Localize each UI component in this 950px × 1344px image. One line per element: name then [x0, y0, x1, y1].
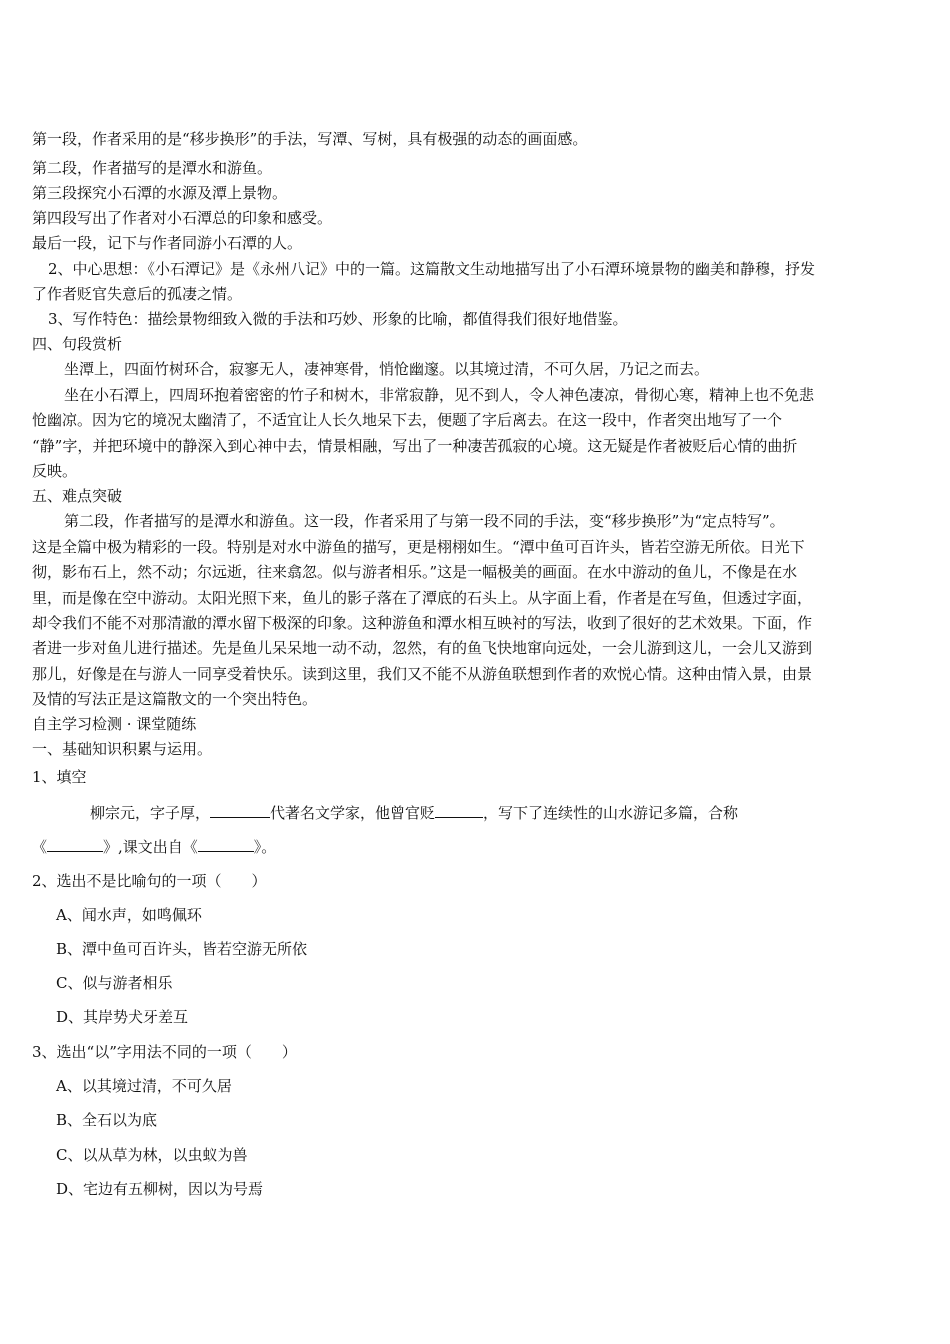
q1-label: 1、填空: [32, 768, 87, 786]
part5-line6: 者进一步对鱼儿进行描述。先是鱼儿呆呆地一动不动，忽然，有的鱼飞快地窜向远处，一会儿游到这儿，一会儿又游到: [32, 639, 813, 657]
q2-option-d[interactable]: D、其岸势犬牙差互: [56, 1008, 189, 1026]
q2-option-a[interactable]: A、闻水声，如鸣佩环: [56, 906, 202, 924]
q2-option-c[interactable]: C、似与游者相乐: [56, 974, 173, 992]
part4-heading: 四、句段赏析: [32, 335, 123, 353]
part4-quote: 坐潭上，四面竹树环合，寂寥无人，凄神寒骨，悄怆幽邃。以其境过清，不可久居，乃记之而去。: [64, 360, 710, 378]
q3-option-a[interactable]: A、以其境过清，不可久居: [56, 1077, 232, 1095]
q1-blank-collection[interactable]: [47, 837, 103, 852]
analysis-para3: 第三段探究小石潭的水源及潭上景物。: [32, 184, 288, 202]
writing-feature: 3、写作特色：描绘景物细致入微的手法和巧妙、形象的比喻，都值得我们很好地借鉴。: [48, 310, 628, 328]
q1-text-a: 柳宗元，字子厚，: [90, 804, 211, 822]
q3-option-d[interactable]: D、宅边有五柳树，因以为号焉: [56, 1180, 264, 1198]
analysis-para2: 第二段，作者描写的是潭水和游鱼。: [32, 159, 273, 177]
q1-line1: [90, 803, 738, 823]
part5-heading: 五、难点突破: [32, 487, 123, 505]
q1-text-d: 《: [32, 838, 48, 856]
theme-line2: 了作者贬官失意后的孤凄之情。: [32, 285, 243, 303]
q1-blank-source[interactable]: [198, 837, 254, 852]
part5-line2: 这是全篇中极为精彩的一段。特别是对水中游鱼的描写，更是栩栩如生。“潭中鱼可百许头，皆若空游无所依。日光下: [32, 538, 805, 556]
q1-text-f: 》。: [253, 838, 277, 856]
q1-blank-place[interactable]: [435, 803, 483, 818]
q1-text-b: 代著名文学家，他曾官贬: [270, 804, 436, 822]
q1-text-c: ，写下了连续性的山水游记多篇，合称: [483, 804, 739, 822]
part5-line5: 却令我们不能不对那清澈的潭水留下极深的印象。这种游鱼和潭水相互映衬的写法，收到了很好的艺术效果。下面，作: [32, 614, 813, 632]
part4-line4: 反映。: [32, 462, 78, 480]
part5-line1: 第二段，作者描写的是潭水和游鱼。这一段，作者采用了与第一段不同的手法，变“移步换形”为“定点特写”。: [64, 512, 785, 530]
section-subtitle: 一、基础知识积累与运用。: [32, 740, 213, 758]
theme-line1: 2、中心思想：《小石潭记》是《永州八记》中的一篇。这篇散文生动地描写出了小石潭环境景物的幽美和静穆，抒发: [48, 260, 816, 278]
q3-option-c[interactable]: C、以从草为林，以虫蚁为兽: [56, 1146, 248, 1164]
section-title: 自主学习检测 · 课堂随练: [32, 715, 197, 733]
part5-line4: 里，而是像在空中游动。太阳光照下来，鱼儿的影子落在了潭底的石头上。从字面上看，作者是在写鱼，但透过字面，: [32, 589, 813, 607]
q3-stem: 3、选出“以”字用法不同的一项（ ）: [32, 1043, 297, 1061]
part5-line3: 彻，影布石上，然不动；尔远逝，往来翕忽。似与游者相乐。”这是一幅极美的画面。在水中游动的鱼儿，不像是在水: [32, 563, 798, 581]
part4-line2: 怆幽凉。因为它的境况太幽清了，不适宜让人长久地呆下去，便题了字后离去。在这一段中，作者突出地写了一个: [32, 411, 783, 429]
q3-option-b[interactable]: B、全石以为底: [56, 1111, 158, 1129]
q1-blank-dynasty[interactable]: [210, 803, 270, 818]
part4-line1: 坐在小石潭上，四周环抱着密密的竹子和树木，非常寂静，见不到人，令人神色凄凉，骨彻心寒，精神上也不免悲: [64, 386, 815, 404]
part5-line8: 及情的写法正是这篇散文的一个突出特色。: [32, 690, 318, 708]
analysis-para5: 最后一段，记下与作者同游小石潭的人。: [32, 234, 303, 252]
analysis-para4: 第四段写出了作者对小石潭总的印象和感受。: [32, 209, 333, 227]
part4-line3: “静”字，并把环境中的静深入到心神中去，情景相融，写出了一种凄苦孤寂的心境。这无疑是作者被贬后心情的曲折: [32, 437, 798, 455]
q1-text-e: 》,课文出自《: [103, 838, 198, 856]
q1-line2: [32, 837, 276, 857]
q2-stem: 2、选出不是比喻句的一项（ ）: [32, 872, 267, 890]
analysis-para1: 第一段，作者采用的是“移步换形”的手法，写潭、写树，具有极强的动态的画面感。: [32, 130, 588, 148]
q2-option-b[interactable]: B、潭中鱼可百许头，皆若空游无所依: [56, 940, 308, 958]
part5-line7: 那儿，好像是在与游人一同享受着快乐。读到这里，我们又不能不从游鱼联想到作者的欢悦心情。这种由情入景，由景: [32, 665, 813, 683]
